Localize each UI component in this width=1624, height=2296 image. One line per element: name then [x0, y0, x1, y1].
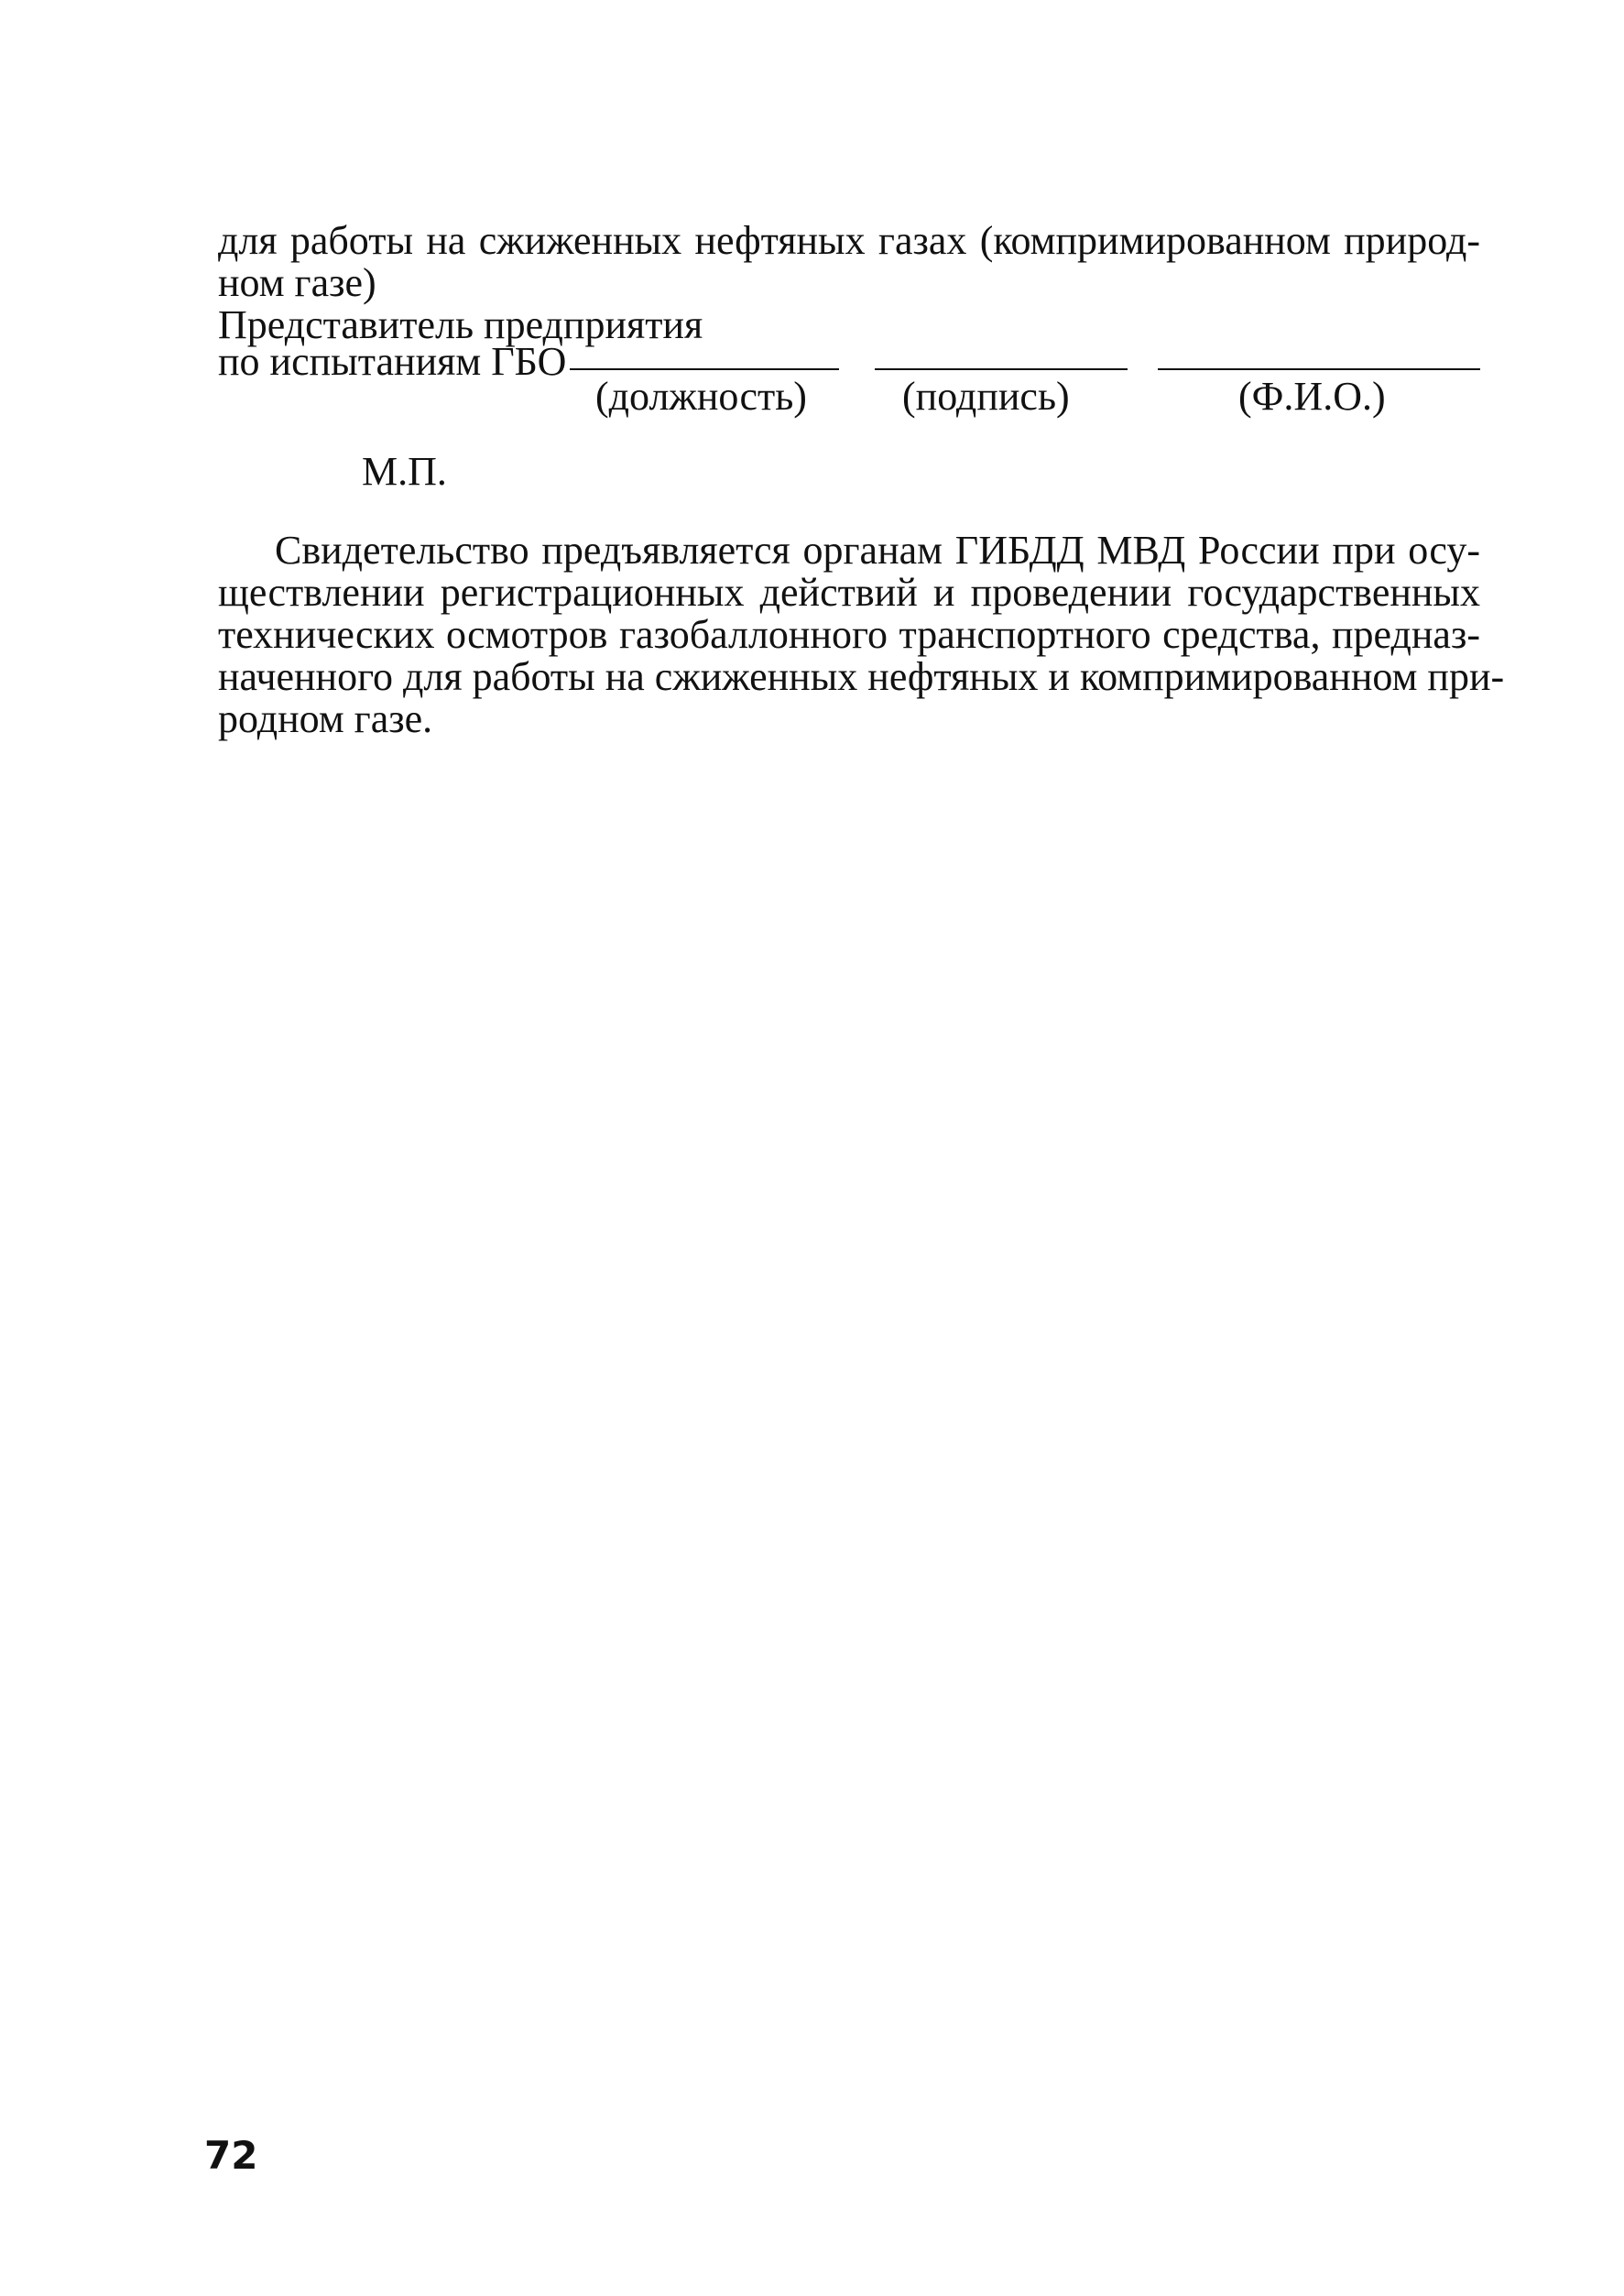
name-field-line — [1158, 368, 1480, 370]
signature-field-line — [875, 368, 1128, 370]
position-field-line — [570, 368, 839, 370]
signature-caption: (подпись) — [902, 374, 1070, 419]
stamp-label: М.П. — [362, 449, 447, 494]
notice-line-2: ществлении регистрационных действий и проведении государственных — [218, 570, 1480, 615]
notice-line-4: наченного для работы на сжиженных нефтяных и компримированном при- — [218, 654, 1505, 699]
notice-line-1: Свидетельство предъявляется органам ГИБДД МВД России при осу- — [275, 528, 1480, 573]
signature-title-line-2: по испытаниям ГБО — [218, 339, 567, 384]
notice-line-5: родном газе. — [218, 696, 433, 741]
notice-line-3: технических осмотров газобаллонного транспортного средства, предназ- — [218, 612, 1480, 657]
position-caption: (должность) — [595, 374, 807, 419]
signature-title-line-1: Представитель предприятия — [218, 302, 703, 347]
intro-line-1: для работы на сжиженных нефтяных газах (компримированном природ- — [218, 218, 1480, 263]
page-number: 72 — [204, 2133, 258, 2178]
intro-line-2: ном газе) — [218, 260, 376, 305]
name-caption: (Ф.И.О.) — [1238, 374, 1386, 419]
